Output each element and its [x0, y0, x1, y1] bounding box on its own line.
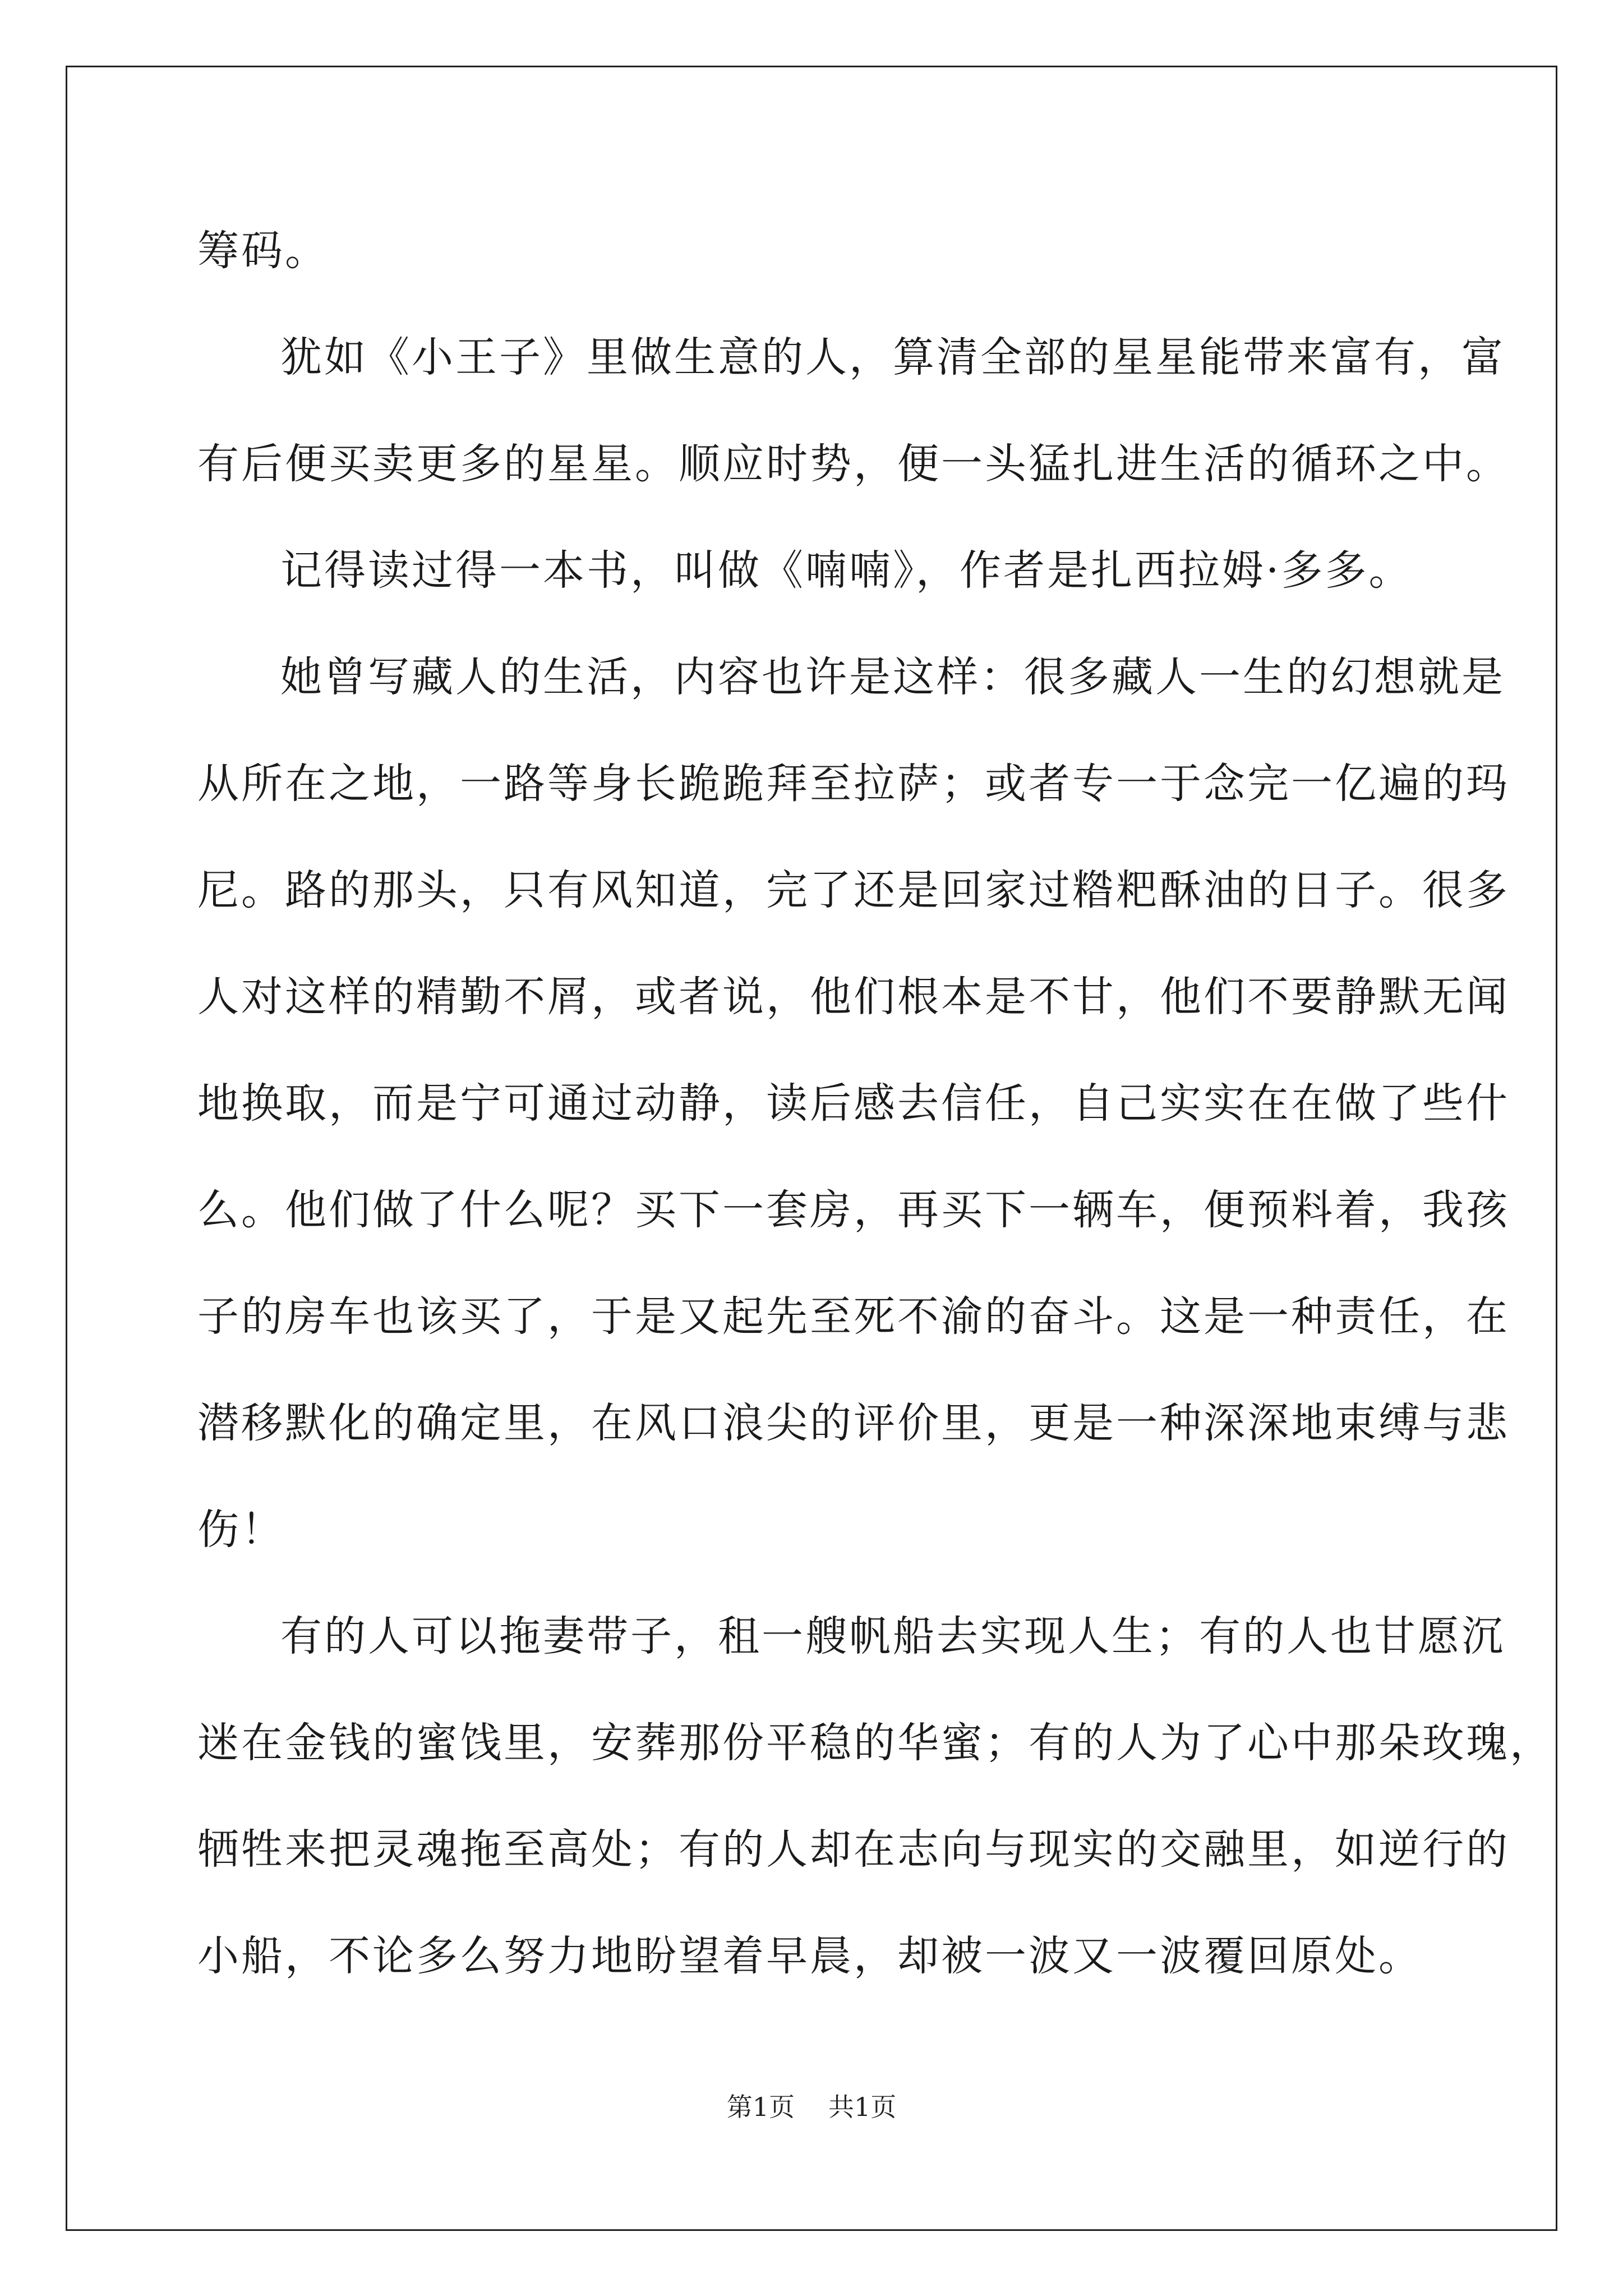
page-number: 第1页	[726, 2092, 795, 2122]
page-total: 共1页	[828, 2092, 897, 2122]
text-line: 么。他们做了什么呢？买下一套房，再买下一辆车，便预料着，我孩	[197, 1186, 1510, 1234]
text-line: 潜移默化的确定里，在风口浪尖的评价里，更是一种深深地束缚与悲	[197, 1399, 1510, 1447]
text-line: 有后便买卖更多的星星。顺应时势，便一头猛扎进生活的循环之中。	[197, 440, 1510, 488]
text-line: 犹如《小王子》里做生意的人，算清全部的星星能带来富有，富	[280, 333, 1505, 381]
text-line: 有的人可以拖妻带子，租一艘帆船去实现人生；有的人也甘愿沉	[280, 1612, 1505, 1660]
text-line: 筹码。	[197, 227, 329, 275]
text-line: 尼。路的那头，只有风知道，完了还是回家过糌粑酥油的日子。很多	[197, 866, 1510, 914]
text-line: 伤！	[197, 1506, 285, 1554]
text-line: 牺牲来把灵魂拖至高处；有的人却在志向与现实的交融里，如逆行的	[197, 1825, 1510, 1874]
text-line: 从所在之地，一路等身长跪跪拜至拉萨；或者专一于念完一亿遍的玛	[197, 760, 1510, 808]
page-footer	[0, 2090, 1623, 2124]
text-line: 她曾写藏人的生活，内容也许是这样：很多藏人一生的幻想就是	[280, 653, 1505, 701]
text-line: 小船，不论多么努力地盼望着早晨，却被一波又一波覆回原处。	[197, 1932, 1422, 1980]
text-line: 人对这样的精勤不屑，或者说，他们根本是不甘，他们不要静默无闻	[197, 973, 1510, 1021]
text-line: 地换取，而是宁可通过动静，读后感去信任，自己实实在在做了些什	[197, 1079, 1510, 1128]
text-line: 子的房车也该买了，于是又起先至死不渝的奋斗。这是一种责任，在	[197, 1292, 1510, 1341]
document-body	[197, 197, 1553, 2009]
text-line: 记得读过得一本书，叫做《喃喃》，作者是扎西拉姆·多多。	[280, 546, 1413, 595]
text-line: 迷在金钱的蜜饯里，安葬那份平稳的华蜜；有的人为了心中那朵玫瑰，	[197, 1719, 1553, 1767]
